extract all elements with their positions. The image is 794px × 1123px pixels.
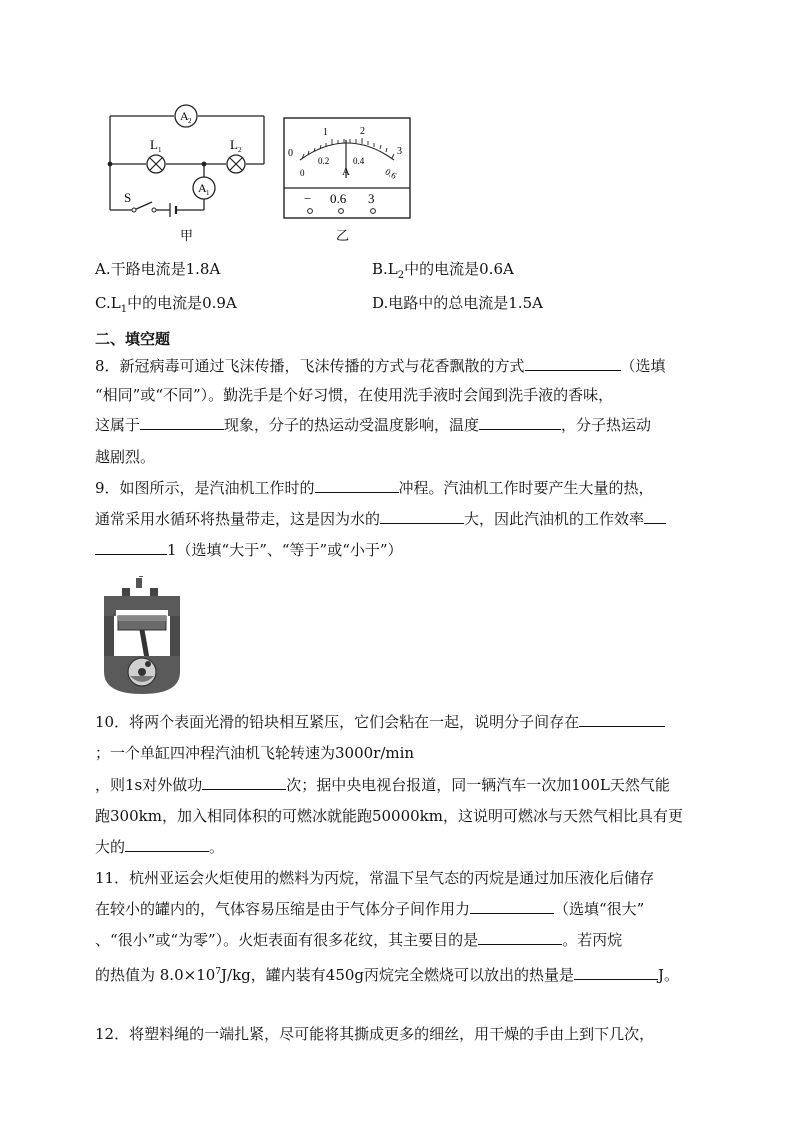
q10-line-3: ，则1s对外做功 次；据中央电视台报道，同一辆汽车一次加100L天然气能 bbox=[95, 776, 670, 794]
q10-line-4: 跑300km，加入相同体积的可燃冰就能跑50000km，这说明可燃冰与天然气相比具有更 bbox=[95, 807, 683, 825]
svg-text:0: 0 bbox=[300, 168, 305, 178]
q11-blank-1[interactable] bbox=[470, 899, 554, 914]
q9-line-2: 通常采用水循环将热量带走，这是因为水的 大，因此汽油机的工作效率 bbox=[95, 509, 666, 529]
option-d: D.电路中的总电流是1.5A bbox=[372, 294, 543, 312]
svg-text:1: 1 bbox=[323, 127, 328, 138]
q9-blank-1[interactable] bbox=[315, 478, 399, 493]
q8-blank-2[interactable] bbox=[140, 415, 224, 430]
svg-text:3: 3 bbox=[397, 146, 402, 157]
svg-text:L: L bbox=[230, 137, 238, 152]
q8-blank-3[interactable] bbox=[479, 415, 561, 430]
q8-line-1: 8．新冠病毒可通过飞沫传播，飞沫传播的方式与花香飘散的方式 （选填 bbox=[95, 357, 666, 375]
svg-text:0.6: 0.6 bbox=[330, 191, 347, 206]
caption-yi: 乙 bbox=[336, 229, 350, 244]
q11-line-3: 、“很小”或“为零”）。火炬表面有很多花纹，其主要目的是 。若丙烷 bbox=[95, 931, 623, 949]
svg-text:A: A bbox=[198, 181, 207, 195]
q10-blank-1[interactable] bbox=[579, 712, 665, 727]
option-c: $C.L_1$中的电流是0.9A bbox=[95, 294, 237, 315]
svg-text:1: 1 bbox=[158, 146, 162, 154]
caption-jia: 甲 bbox=[180, 229, 194, 244]
q10-line-5: 大的 。 bbox=[95, 838, 225, 856]
lamp-l2-symbol bbox=[227, 137, 245, 173]
option-a: A.干路电流是1.8A bbox=[95, 260, 221, 278]
svg-text:−: − bbox=[304, 191, 312, 206]
q10-line-1: 10．将两个表面光滑的铅块相互紧压，它们会粘在一起，说明分子间存在 bbox=[95, 712, 665, 732]
ammeter-a1-symbol bbox=[193, 177, 215, 199]
svg-text:1: 1 bbox=[206, 189, 210, 197]
switch-label: S bbox=[124, 190, 132, 205]
q11-line-1: 11．杭州亚运会火炬使用的燃料为丙烷，常温下呈气态的丙烷是通过加压液化后储存 bbox=[95, 869, 655, 887]
svg-text:0: 0 bbox=[288, 148, 293, 159]
svg-text:A: A bbox=[180, 109, 189, 123]
svg-text:0.4: 0.4 bbox=[353, 156, 365, 166]
q11-line-4: 的热值为 $8.0\times 10^7J/kg$，罐内装有450g丙烷完全燃烧可以放出的热量是 J。 bbox=[95, 966, 680, 984]
circuit-diagram bbox=[98, 96, 278, 246]
svg-text:0.6: 0.6 bbox=[383, 166, 399, 181]
q9-blank-3a[interactable] bbox=[644, 509, 666, 524]
lamp-l1-symbol bbox=[147, 137, 165, 173]
q9-blank-3b[interactable] bbox=[95, 540, 167, 555]
q11-blank-2[interactable] bbox=[478, 930, 562, 945]
q8-line-2: “相同”或“不同”）。勤洗手是个好习惯，在使用洗手液时会闻到洗手液的香味， bbox=[95, 386, 614, 404]
svg-text:2: 2 bbox=[238, 146, 242, 154]
section-title: 二、填空题 bbox=[95, 330, 171, 348]
dial-unit: A bbox=[342, 166, 350, 178]
ammeter-dial bbox=[278, 112, 418, 244]
svg-text:0.2: 0.2 bbox=[318, 156, 330, 166]
q10-blank-3[interactable] bbox=[125, 837, 209, 852]
q11-blank-3[interactable] bbox=[574, 965, 658, 980]
q8-line-4: 越剧烈。 bbox=[95, 448, 156, 466]
svg-text:L: L bbox=[150, 137, 158, 152]
q9-blank-2[interactable] bbox=[380, 509, 464, 524]
svg-text:3: 3 bbox=[368, 191, 375, 206]
q9-line-3: 1（选填“大于”、“等于”或“小于”） bbox=[95, 540, 403, 560]
q12-line-1: 12．将塑料绳的一端扎紧，尽可能将其撕成更多的细丝，用干燥的手由上到下几次， bbox=[95, 1025, 655, 1043]
svg-text:2: 2 bbox=[188, 117, 192, 125]
option-b: $B.L_2$中的电流是0.6A bbox=[372, 260, 514, 281]
q8-blank-1[interactable] bbox=[525, 356, 621, 371]
ammeter-a2-symbol bbox=[175, 105, 197, 127]
q11-line-2: 在较小的罐内的，气体容易压缩是由于气体分子间作用力 （选填“很大” bbox=[95, 900, 645, 918]
q10-line-2: ；一个单缸四冲程汽油机飞轮转速为3000r/min bbox=[95, 744, 415, 762]
q9-line-1: 9．如图所示，是汽油机工作时的 冲程。汽油机工作时要产生大量的热， bbox=[95, 479, 654, 497]
engine-cylinder-figure bbox=[100, 576, 184, 696]
q8-line-3: 这属于 现象，分子的热运动受温度影响，温度 ，分子热运动 bbox=[95, 416, 652, 434]
q10-blank-2[interactable] bbox=[202, 775, 286, 790]
svg-text:2: 2 bbox=[360, 126, 365, 137]
